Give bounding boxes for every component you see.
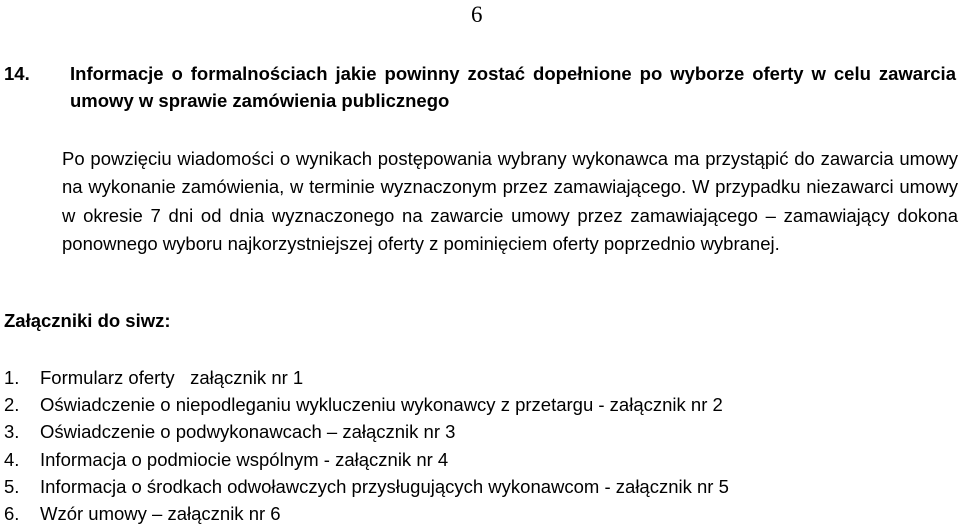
attachment-number: 6. [4, 502, 20, 524]
attachment-item-6 [4, 500, 729, 527]
attachment-number: 2. [4, 394, 20, 416]
section-number: 14. [4, 63, 30, 84]
attachment-item-1 [4, 364, 729, 391]
page-number: 6 [471, 2, 483, 27]
section-title: Informacje o formalnościach jakie powinny zostać dopełnione po wyborze oferty w celu zawarcia umowy w sprawie zamówienia publicznego [70, 63, 956, 111]
attachments-heading: Załączniki do siwz: [4, 310, 171, 331]
attachment-text: Informacja o środkach odwoławczych przysługujących wykonawcom - załącznik nr 5 [40, 475, 729, 497]
attachment-item-2 [4, 391, 729, 418]
attachment-text: Informacja o podmiocie wspólnym - załącznik nr 4 [40, 448, 449, 470]
attachment-text: Oświadczenie o podwykonawcach – załącznik nr 3 [40, 421, 456, 443]
body-paragraph: Po powzięciu wiadomości o wynikach postępowania wybrany wykonawca ma przystąpić do zawarcia umowy na wykonanie zamówienia, w terminie wyznaczonym przez zamawiającego. W przypadku niezawarci umowy w okresie 7 dni od dnia wyznaczonego na zawarcie umowy przez zamawiającego – zamawiający dokona ponownego wyboru najkorzystniejszej oferty z pominięciem oferty poprzednio wybranej. [62, 148, 958, 255]
attachment-number: 4. [4, 448, 20, 470]
attachment-number: 3. [4, 421, 20, 443]
attachment-item-5 [4, 473, 729, 500]
attachment-item-3 [4, 418, 729, 445]
attachment-list [4, 364, 729, 527]
attachment-text: Formularz oferty załącznik nr 1 [40, 367, 304, 388]
attachment-item-4 [4, 446, 729, 473]
attachment-number: 5. [4, 475, 20, 497]
attachment-text: Wzór umowy – załącznik nr 6 [40, 502, 281, 524]
attachment-number: 1. [4, 367, 20, 388]
attachment-text: Oświadczenie o niepodleganiu wykluczeniu wykonawcy z przetargu - załącznik nr 2 [40, 394, 723, 416]
